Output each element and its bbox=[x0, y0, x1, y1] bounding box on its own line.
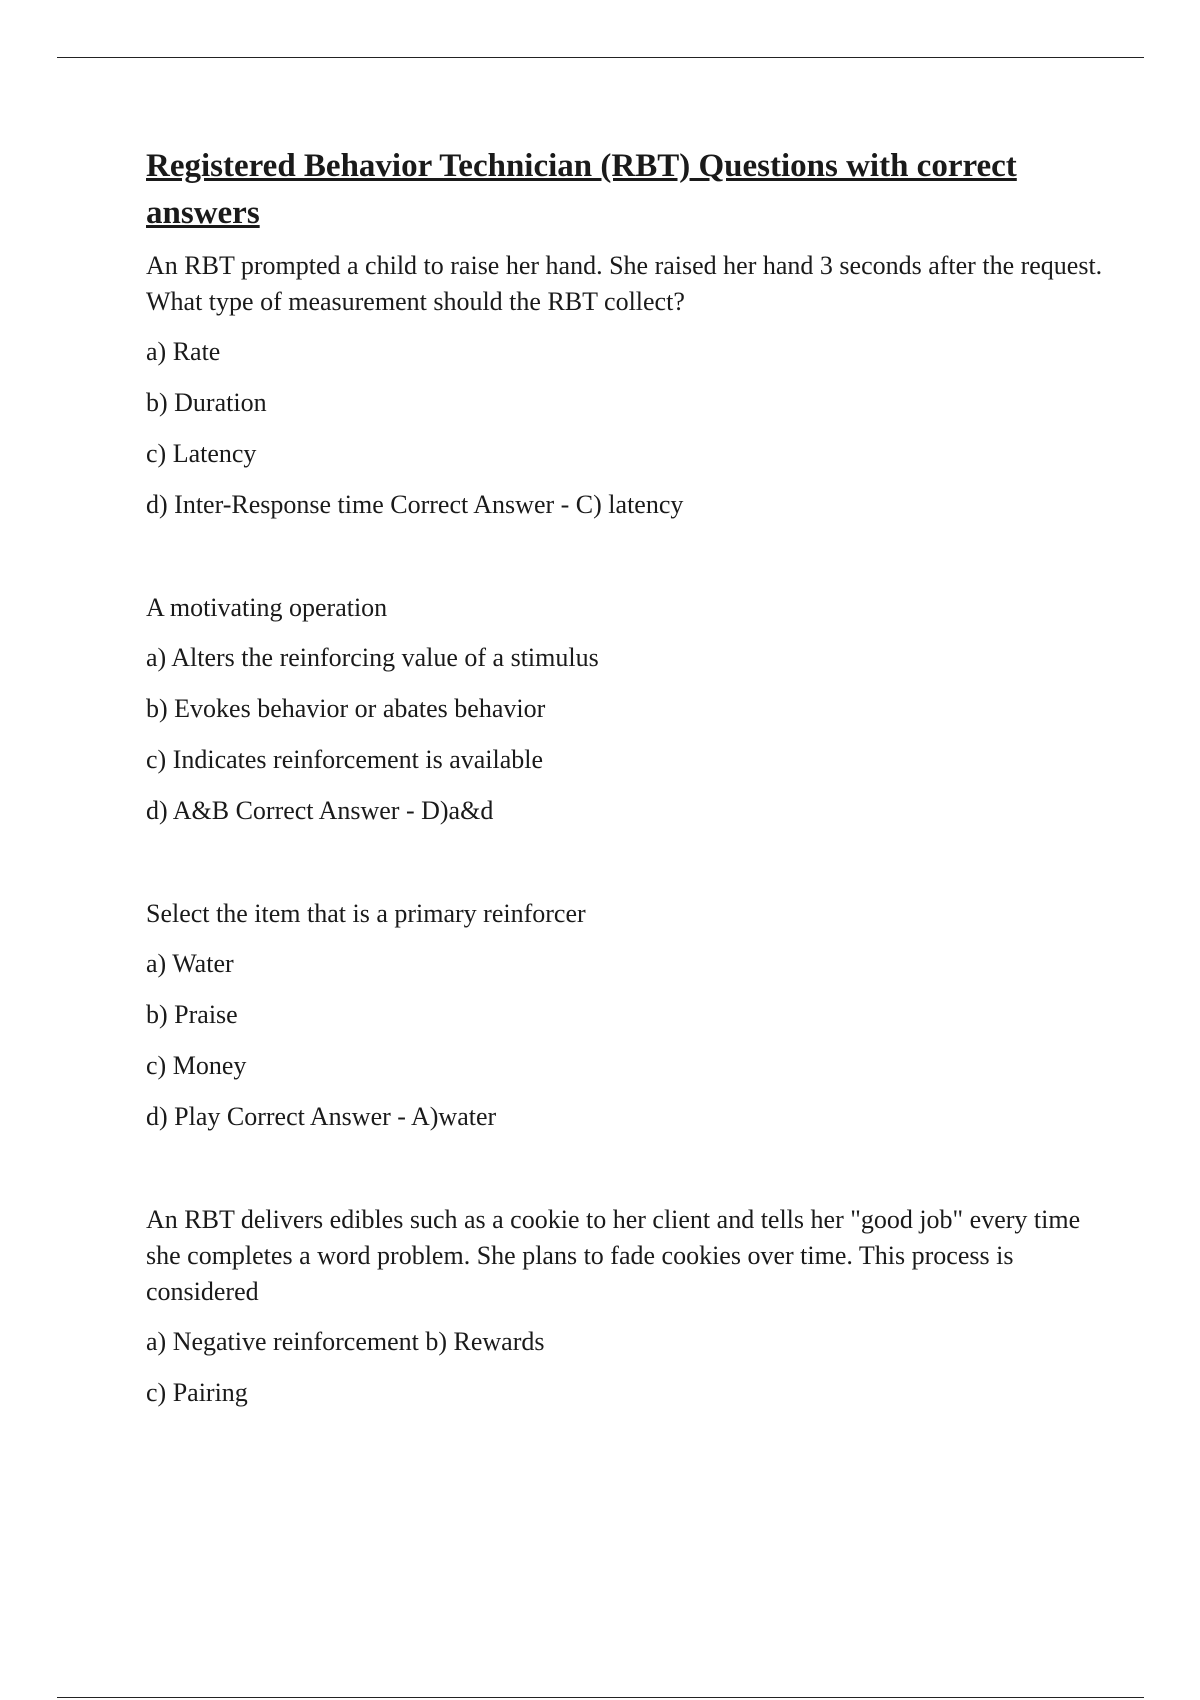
question-stem: An RBT delivers edibles such as a cookie to her client and tells her "good job" every time she completes a word problem. She plans to fade cookies over time. This process is considered bbox=[146, 1205, 1081, 1306]
answer-option: d) Play Correct Answer - A)water bbox=[146, 1102, 497, 1131]
footer-rule bbox=[57, 1697, 1144, 1698]
document-body bbox=[146, 143, 1106, 1411]
answer-option: a) Rate bbox=[146, 337, 221, 366]
answer-option: c) Pairing bbox=[146, 1378, 248, 1407]
question-stem: A motivating operation bbox=[146, 593, 388, 622]
answer-option: b) Praise bbox=[146, 1000, 238, 1029]
answer-option: c) Money bbox=[146, 1051, 247, 1080]
answer-option: c) Indicates reinforcement is available bbox=[146, 745, 544, 774]
answer-option: c) Latency bbox=[146, 439, 257, 468]
answer-option: d) Inter-Response time Correct Answer - C) latency bbox=[146, 490, 684, 519]
question-1 bbox=[146, 248, 1106, 523]
answer-option: d) A&B Correct Answer - D)a&d bbox=[146, 796, 494, 825]
question-stem: An RBT prompted a child to raise her hand. She raised her hand 3 seconds after the request. What type of measurement should the RBT collect? bbox=[146, 251, 1103, 316]
answer-option: b) Duration bbox=[146, 388, 267, 417]
answer-option: a) Alters the reinforcing value of a stimulus bbox=[146, 643, 599, 672]
question-4 bbox=[146, 1202, 1106, 1411]
question-3 bbox=[146, 896, 1106, 1135]
question-stem: Select the item that is a primary reinforcer bbox=[146, 899, 586, 928]
answer-option: b) Evokes behavior or abates behavior bbox=[146, 694, 546, 723]
document-title: Registered Behavior Technician (RBT) Questions with correct answers bbox=[146, 148, 1017, 231]
answer-option: a) Negative reinforcement b) Rewards bbox=[146, 1327, 545, 1356]
answer-option: a) Water bbox=[146, 949, 234, 978]
header-rule bbox=[57, 57, 1144, 58]
question-2 bbox=[146, 590, 1106, 829]
